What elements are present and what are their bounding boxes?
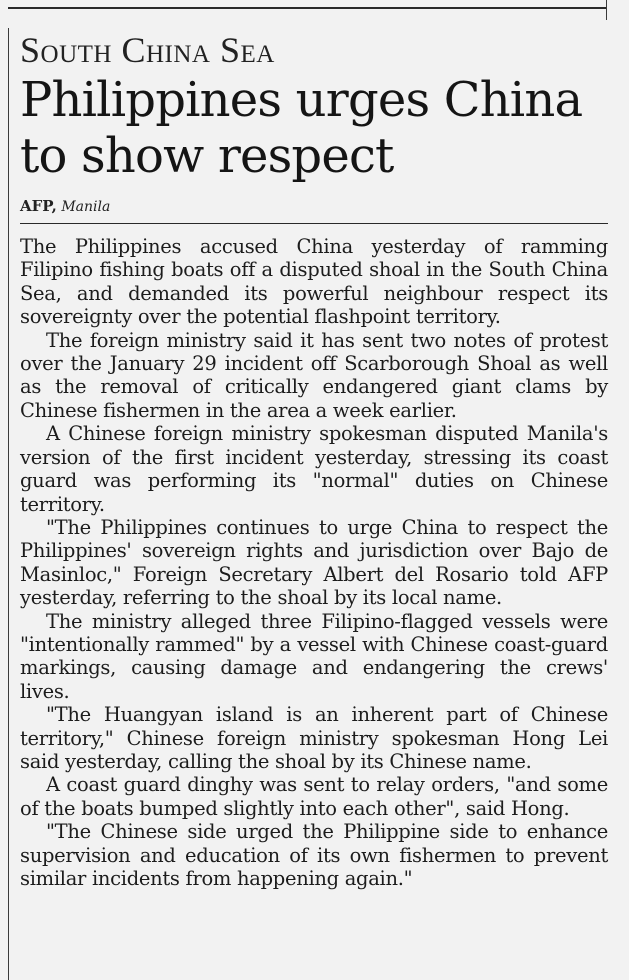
article-paragraph: The Philippines accused China yesterday of ramming Filipino fishing boats off a disputed shoal in the South China Sea, and demanded its powerful neighbour respect its sovereignty over the potential flashpoint territory. (20, 235, 608, 329)
article-paragraph: "The Philippines continues to urge China to respect the Philippines' sovereign rights and jurisdiction over Bajo de Masinloc," Foreign Secretary Albert del Rosario told AFP yesterday, referring to the shoal by its local name. (20, 515, 608, 610)
section-kicker: South China Sea (20, 30, 275, 70)
article-paragraph: A Chinese foreign ministry spokesman disputed Manila's version of the first incident yesterday, stressing its coast guard was performing its "normal" duties on Chinese territory. (20, 422, 608, 516)
article-paragraph: "The Chinese side urged the Philippine side to enhance supervision and education of its own fishermen to prevent similar incidents from happening again." (20, 820, 608, 891)
byline-rule (20, 223, 608, 224)
news-article (20, 28, 610, 890)
column-divider-rule (606, 0, 607, 20)
article-paragraph: A coast guard dinghy was sent to relay orders, "and some of the boats bumped slightly into each other", said Hong. (20, 773, 608, 820)
top-border-rule (8, 7, 606, 9)
article-body (20, 235, 608, 890)
byline (20, 197, 610, 215)
left-border-rule (8, 28, 9, 980)
article-headline: Philippines urges China to show respect (20, 71, 583, 185)
article-paragraph: "The Huangyan island is an inherent part of Chinese territory," Chinese foreign ministry spokesman Hong Lei said yesterday, calling the shoal by its Chinese name. (20, 703, 608, 773)
byline-agency: AFP, (20, 197, 57, 216)
byline-location: Manila (61, 199, 111, 216)
article-paragraph: The ministry alleged three Filipino-flagged vessels were "intentionally rammed" by a vessel with Chinese coast-guard markings, causing damage and endangering the crews' lives. (20, 609, 608, 703)
article-paragraph: The foreign ministry said it has sent two notes of protest over the January 29 incident off Scarborough Shoal as well as the removal of critically endangered giant clams by Chinese fishermen in the area a week earlier. (20, 328, 608, 422)
